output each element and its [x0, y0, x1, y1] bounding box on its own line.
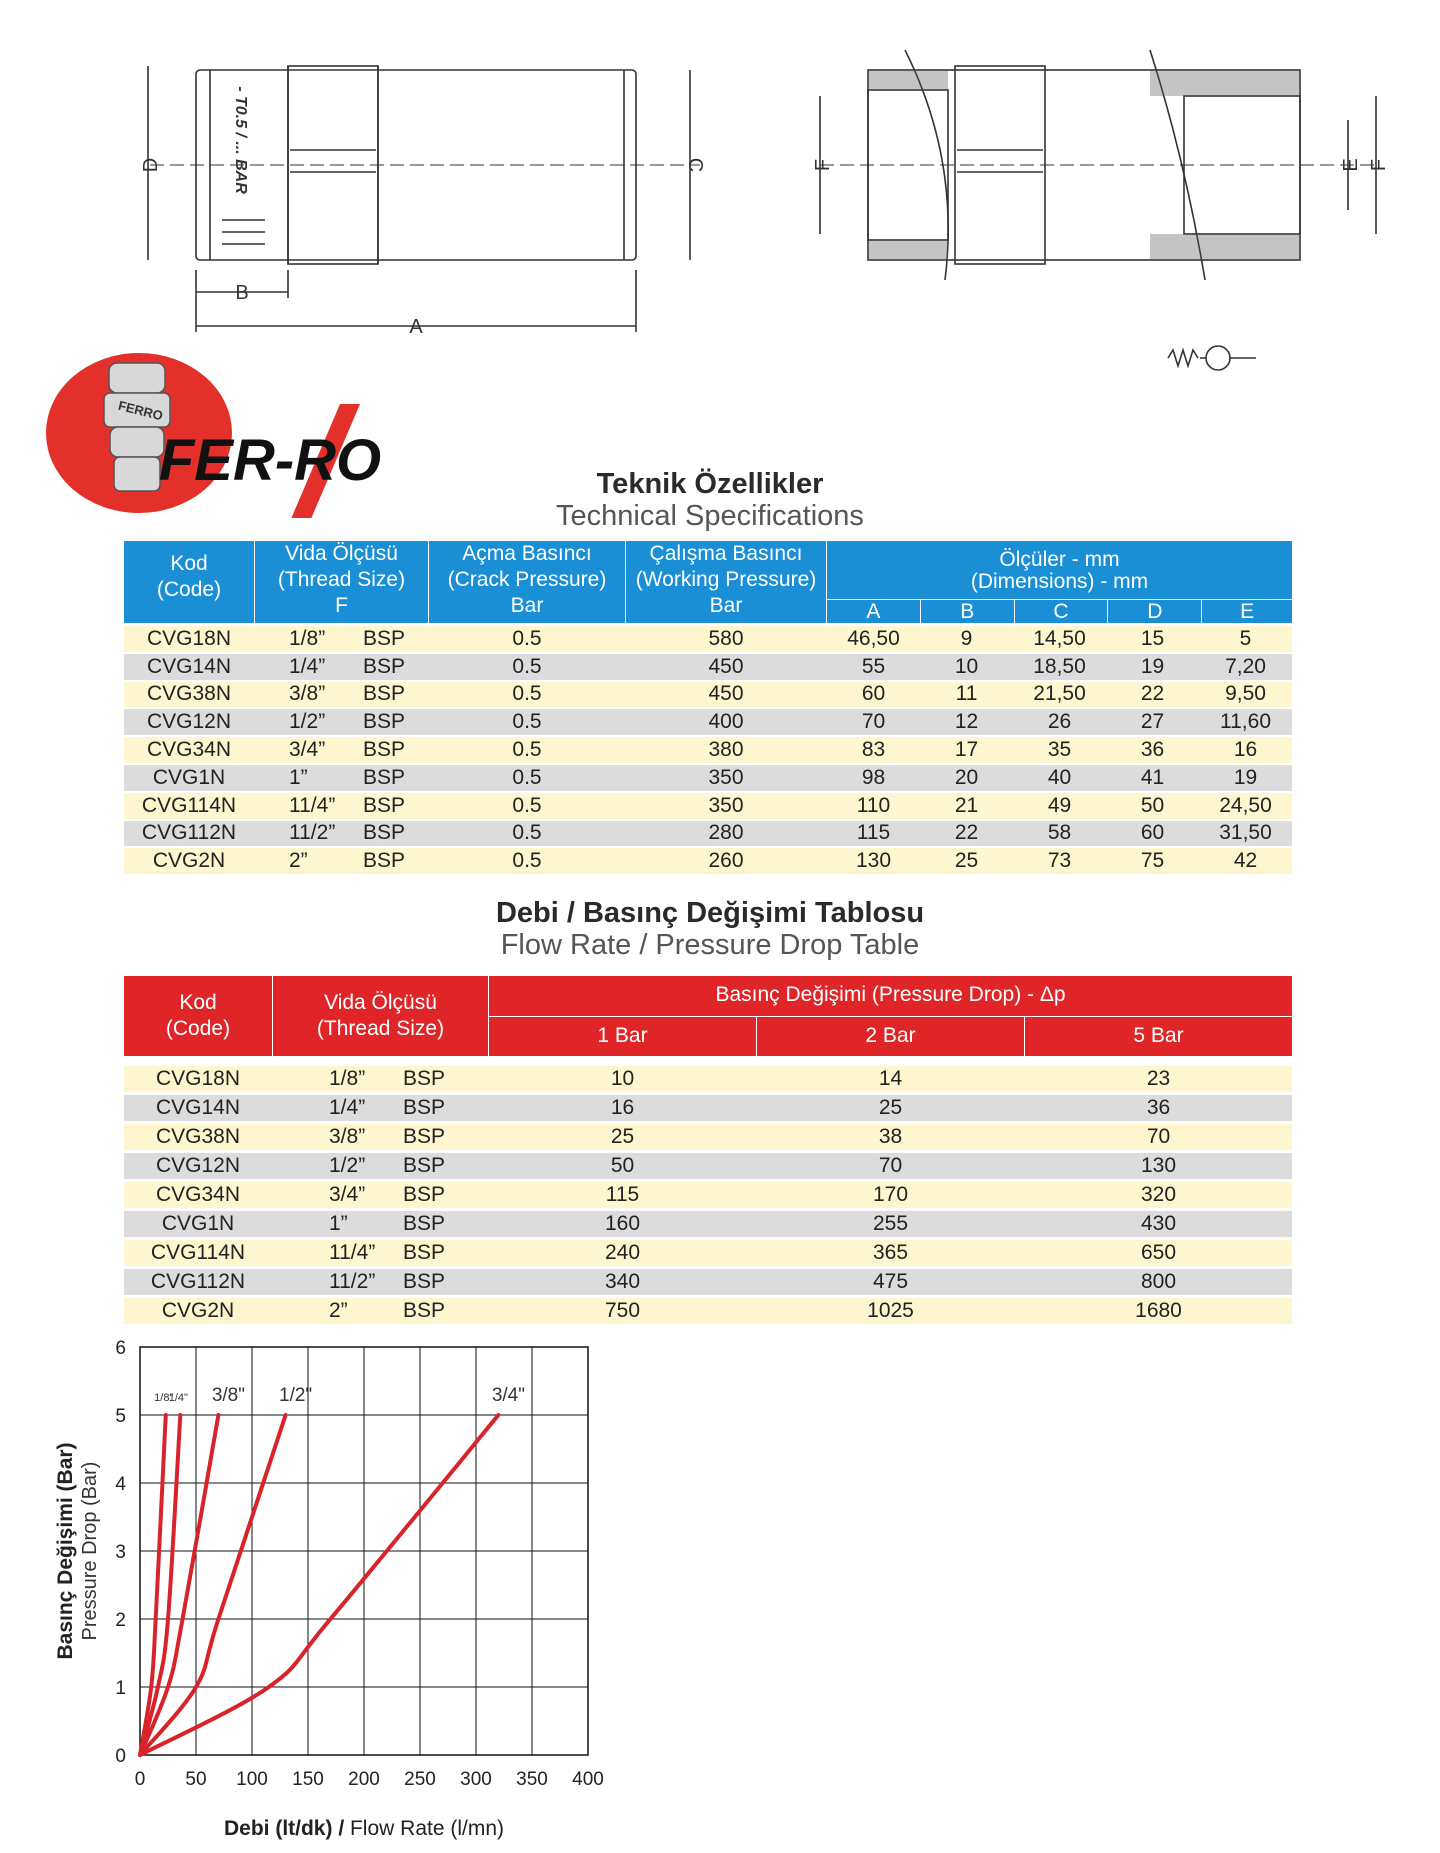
- spec-size: 3/8”: [289, 682, 326, 706]
- spec-dim-e: 9,50: [1225, 682, 1266, 706]
- spec-dim-a: 98: [861, 765, 886, 789]
- flow-1bar: 160: [604, 1212, 641, 1235]
- spec-dim-e: 16: [1233, 738, 1258, 762]
- flow-1bar: 50: [610, 1154, 635, 1177]
- spec-hdr-dim-a: A: [827, 600, 921, 623]
- x-tick-label: 400: [572, 1769, 604, 1790]
- spec-dim-b: 25: [954, 849, 979, 873]
- series-label: 1/8": [154, 1392, 174, 1404]
- flow-std: BSP: [402, 1067, 446, 1090]
- flow-2bar: 38: [878, 1125, 903, 1148]
- spec-dim-b: 22: [954, 821, 979, 845]
- flow-5bar: 650: [1140, 1241, 1177, 1264]
- series-label: 3/8": [211, 1385, 245, 1406]
- spec-dim-e: 31,50: [1219, 821, 1272, 845]
- spec-size: 3/4”: [289, 738, 326, 762]
- spec-std: BSP: [362, 765, 406, 789]
- spec-dim-a: 115: [856, 821, 891, 845]
- y-tick-label: 0: [115, 1746, 126, 1767]
- flow-hdr-pressure: Basınç Değişimi (Pressure Drop) - Δp: [715, 983, 1066, 1006]
- flow-row: [124, 1066, 1292, 1092]
- spec-dim-d: 36: [1140, 738, 1165, 762]
- spec-std: BSP: [362, 682, 406, 706]
- spec-hdr-working: Çalışma Basıncı (Working Pressure) Bar: [635, 542, 817, 617]
- spec-dim-a: 70: [861, 710, 886, 734]
- spec-dim-b: 10: [954, 654, 979, 678]
- flow-1bar: 750: [604, 1299, 641, 1322]
- series-label: 3/4": [491, 1385, 525, 1406]
- dim-label-f-right: F: [1368, 158, 1390, 172]
- spec-work: 260: [708, 849, 744, 873]
- flow-std: BSP: [402, 1241, 446, 1264]
- spec-hdr-dim-e: E: [1240, 600, 1255, 623]
- flow-5bar: 1680: [1135, 1299, 1182, 1322]
- flow-std: BSP: [402, 1183, 446, 1206]
- flow-code: CVG2N: [161, 1299, 235, 1322]
- flow-size: 1/8”: [329, 1067, 366, 1090]
- spec-dim-b: 21: [954, 793, 979, 817]
- flow-size: 1/2”: [329, 1154, 366, 1177]
- spec-dim-a: 46,50: [847, 626, 900, 650]
- spec-crack: 0.5: [512, 849, 542, 873]
- flow-2bar: 255: [872, 1212, 909, 1235]
- x-tick-label: 200: [348, 1769, 380, 1790]
- spec-code: CVG34N: [146, 738, 232, 762]
- spec-code: CVG2N: [152, 849, 226, 873]
- technical-drawing: [0, 0, 1440, 380]
- x-tick-label: 350: [516, 1769, 548, 1790]
- spec-dim-c: 35: [1047, 738, 1072, 762]
- flow-size: 2”: [329, 1299, 348, 1322]
- spec-dim-e: 24,50: [1219, 793, 1272, 817]
- spec-crack: 0.5: [512, 821, 542, 845]
- flow-std: BSP: [402, 1096, 446, 1119]
- spec-hdr-dim-b: B: [921, 600, 1015, 623]
- flow-row: [124, 1124, 1292, 1150]
- flow-hdr-2bar: 2 Bar: [865, 1024, 916, 1047]
- flow-title-tr: Debi / Basınç Değişimi Tablosu: [495, 897, 925, 929]
- x-tick-label: 100: [236, 1769, 268, 1790]
- spec-code: CVG38N: [146, 682, 232, 706]
- flow-code: CVG114N: [150, 1241, 246, 1264]
- spec-code: CVG114N: [141, 793, 237, 817]
- spec-hdr-code: Kod (Code): [156, 552, 222, 601]
- spec-work: 400: [708, 710, 744, 734]
- dim-label-f-left: F: [812, 158, 834, 172]
- spec-dim-d: 22: [1140, 682, 1165, 706]
- flow-row: [124, 1153, 1292, 1179]
- series-label: 1/4": [168, 1392, 188, 1404]
- flow-1bar: 25: [610, 1125, 635, 1148]
- flow-std: BSP: [402, 1299, 446, 1322]
- spec-dim-b: 20: [954, 765, 979, 789]
- y-axis-label-tr: Basınç Değişimi (Bar): [54, 1442, 77, 1660]
- flow-5bar: 430: [1140, 1212, 1177, 1235]
- spec-row: [124, 793, 1292, 819]
- flow-1bar: 115: [605, 1183, 640, 1206]
- body-marking: - T0.5 / ... BAR: [232, 86, 249, 194]
- x-tick-label: 300: [460, 1769, 492, 1790]
- spec-dim-c: 73: [1047, 849, 1072, 873]
- flow-size: 1”: [329, 1212, 348, 1235]
- y-tick-label: 6: [115, 1338, 126, 1359]
- flow-5bar: 70: [1146, 1125, 1171, 1148]
- y-tick-label: 5: [115, 1406, 126, 1427]
- flow-code: CVG38N: [155, 1125, 241, 1148]
- flow-5bar: 800: [1140, 1270, 1177, 1293]
- flow-row: [124, 1240, 1292, 1266]
- dim-label-d: D: [140, 157, 162, 173]
- spec-dim-e: 7,20: [1225, 654, 1266, 678]
- spec-hdr-dim-d: D: [1108, 600, 1202, 623]
- spec-code: CVG12N: [146, 710, 232, 734]
- flow-hdr-1bar: 1 Bar: [597, 1024, 648, 1047]
- spec-dim-a: 130: [855, 849, 892, 873]
- spec-dim-a: 60: [861, 682, 886, 706]
- spec-title-tr: Teknik Özellikler: [596, 468, 824, 500]
- spec-dim-e: 19: [1233, 765, 1258, 789]
- spec-std: BSP: [362, 821, 406, 845]
- flow-row: [124, 1269, 1292, 1295]
- y-tick-label: 3: [115, 1542, 126, 1563]
- logo-brand-text: FER-RO: [158, 428, 382, 493]
- flow-2bar: 25: [878, 1096, 903, 1119]
- spec-hdr-dim-c: C: [1015, 600, 1109, 623]
- spec-crack: 0.5: [512, 654, 542, 678]
- flow-size: 3/4”: [329, 1183, 366, 1206]
- flow-size: 3/8”: [329, 1125, 366, 1148]
- dim-label-e: E: [1340, 158, 1362, 172]
- x-axis-label: Debi (lt/dk) / Flow Rate (l/mn): [223, 1817, 505, 1840]
- flow-code: CVG34N: [155, 1183, 241, 1206]
- spec-hdr-dimensions: Ölçüler - mm (Dimensions) - mm: [970, 548, 1149, 593]
- spec-row: [124, 709, 1292, 735]
- spec-work: 350: [708, 793, 744, 817]
- spec-row: [124, 848, 1292, 874]
- x-tick-label: 0: [134, 1769, 146, 1790]
- y-tick-label: 1: [115, 1678, 126, 1699]
- spec-dim-c: 21,50: [1033, 682, 1086, 706]
- flow-code: CVG14N: [155, 1096, 241, 1119]
- spec-size: 2”: [289, 849, 308, 873]
- spec-dim-d: 19: [1140, 654, 1165, 678]
- spec-work: 280: [708, 821, 744, 845]
- flow-size: 11/2”: [329, 1270, 376, 1293]
- flow-5bar: 320: [1140, 1183, 1177, 1206]
- spec-size: 1/2”: [289, 710, 326, 734]
- spec-work: 450: [708, 654, 744, 678]
- spec-dim-a: 55: [861, 654, 886, 678]
- spec-dim-e: 42: [1233, 849, 1258, 873]
- flow-table-header: [124, 976, 1292, 1056]
- spec-size: 1”: [289, 765, 308, 789]
- spec-row: [124, 626, 1292, 652]
- flow-5bar: 36: [1146, 1096, 1171, 1119]
- flow-std: BSP: [402, 1154, 446, 1177]
- flow-2bar: 14: [878, 1067, 903, 1090]
- flow-5bar: 130: [1140, 1154, 1177, 1177]
- x-tick-label: 50: [185, 1769, 207, 1790]
- spec-code: CVG1N: [152, 765, 226, 789]
- spec-size: 11/4”: [289, 793, 336, 817]
- spec-dim-a: 110: [856, 793, 891, 817]
- flow-code: CVG12N: [155, 1154, 241, 1177]
- flow-code: CVG1N: [161, 1212, 235, 1235]
- spec-dim-c: 14,50: [1033, 626, 1086, 650]
- spec-dim-b: 17: [954, 738, 979, 762]
- spec-dim-c: 26: [1047, 710, 1072, 734]
- flow-2bar: 70: [878, 1154, 903, 1177]
- flow-2bar: 365: [872, 1241, 909, 1264]
- spec-row: [124, 821, 1292, 847]
- flow-code: CVG112N: [150, 1270, 246, 1293]
- spec-work: 380: [708, 738, 744, 762]
- pressure-drop-chart: [40, 1335, 640, 1840]
- flow-row: [124, 1182, 1292, 1208]
- spec-dim-b: 9: [960, 626, 973, 650]
- dim-label-c: C: [684, 157, 706, 173]
- spec-row: [124, 765, 1292, 791]
- spec-title-en: Technical Specifications: [556, 500, 864, 532]
- spec-dim-d: 27: [1140, 710, 1165, 734]
- flow-5bar: 23: [1146, 1067, 1171, 1090]
- spec-dim-d: 15: [1140, 626, 1165, 650]
- spec-code: CVG14N: [146, 654, 232, 678]
- logo-badge-text: FERRO: [116, 397, 165, 424]
- spec-code: CVG112N: [141, 821, 237, 845]
- spec-dim-b: 12: [954, 710, 979, 734]
- spec-dim-d: 50: [1140, 793, 1165, 817]
- spec-dim-b: 11: [955, 682, 978, 706]
- flow-size: 1/4”: [329, 1096, 366, 1119]
- flow-std: BSP: [402, 1212, 446, 1235]
- spec-hdr-crack: Açma Basıncı (Crack Pressure) Bar: [447, 542, 607, 617]
- spec-crack: 0.5: [512, 626, 542, 650]
- flow-2bar: 170: [872, 1183, 909, 1206]
- flow-std: BSP: [402, 1125, 446, 1148]
- spec-crack: 0.5: [512, 682, 542, 706]
- spec-crack: 0.5: [512, 738, 542, 762]
- x-tick-label: 250: [404, 1769, 436, 1790]
- spec-std: BSP: [362, 793, 406, 817]
- spec-crack: 0.5: [512, 765, 542, 789]
- flow-std: BSP: [402, 1270, 446, 1293]
- spec-size: 11/2”: [289, 821, 336, 845]
- spec-row: [124, 737, 1292, 763]
- spec-dim-d: 60: [1140, 821, 1165, 845]
- spec-dim-c: 49: [1047, 793, 1072, 817]
- spec-work: 450: [708, 682, 744, 706]
- flow-1bar: 340: [604, 1270, 641, 1293]
- spec-dim-a: 83: [861, 738, 886, 762]
- spec-crack: 0.5: [512, 710, 542, 734]
- x-tick-label: 150: [292, 1769, 324, 1790]
- spec-std: BSP: [362, 710, 406, 734]
- spec-dim-d: 75: [1140, 849, 1165, 873]
- spec-work: 580: [708, 626, 744, 650]
- flow-hdr-thread: Vida Ölçüsü (Thread Size): [316, 991, 445, 1040]
- spec-size: 1/4”: [289, 654, 326, 678]
- y-tick-label: 2: [115, 1610, 126, 1631]
- spec-crack: 0.5: [512, 793, 542, 817]
- spec-dim-c: 18,50: [1033, 654, 1086, 678]
- flow-title-en: Flow Rate / Pressure Drop Table: [500, 929, 920, 961]
- spec-std: BSP: [362, 738, 406, 762]
- spec-dim-e: 5: [1239, 626, 1252, 650]
- spec-work: 350: [708, 765, 744, 789]
- spec-table-header: [124, 541, 1292, 624]
- flow-1bar: 10: [610, 1067, 635, 1090]
- spec-hdr-thread: Vida Ölçüsü (Thread Size) F: [277, 542, 406, 617]
- spec-row: [124, 682, 1292, 708]
- dim-label-a: A: [409, 316, 423, 338]
- spec-std: BSP: [362, 626, 406, 650]
- y-axis-label-en: Pressure Drop (Bar): [79, 1461, 101, 1641]
- spec-std: BSP: [362, 654, 406, 678]
- flow-size: 11/4”: [329, 1241, 376, 1264]
- spec-hdr-dims-row: [827, 600, 1292, 623]
- flow-row: [124, 1298, 1292, 1324]
- spec-std: BSP: [362, 849, 406, 873]
- flow-hdr-code: Kod (Code): [165, 991, 231, 1040]
- flow-1bar: 16: [610, 1096, 635, 1119]
- series-line: [140, 1415, 498, 1755]
- flow-hdr-5bar: 5 Bar: [1133, 1024, 1184, 1047]
- flow-2bar: 1025: [867, 1299, 914, 1322]
- dim-label-b: B: [235, 282, 249, 304]
- spec-dim-d: 41: [1140, 765, 1165, 789]
- spec-dim-c: 40: [1047, 765, 1072, 789]
- spec-code: CVG18N: [146, 626, 232, 650]
- flow-code: CVG18N: [155, 1067, 241, 1090]
- flow-row: [124, 1095, 1292, 1121]
- flow-row: [124, 1211, 1292, 1237]
- spec-row: [124, 654, 1292, 680]
- spec-dim-e: 11,60: [1220, 710, 1271, 734]
- flow-2bar: 475: [872, 1270, 909, 1293]
- flow-1bar: 240: [604, 1241, 641, 1264]
- y-tick-label: 4: [115, 1474, 126, 1495]
- spec-size: 1/8”: [289, 626, 326, 650]
- series-label: 1/2": [279, 1385, 313, 1406]
- spec-dim-c: 58: [1047, 821, 1072, 845]
